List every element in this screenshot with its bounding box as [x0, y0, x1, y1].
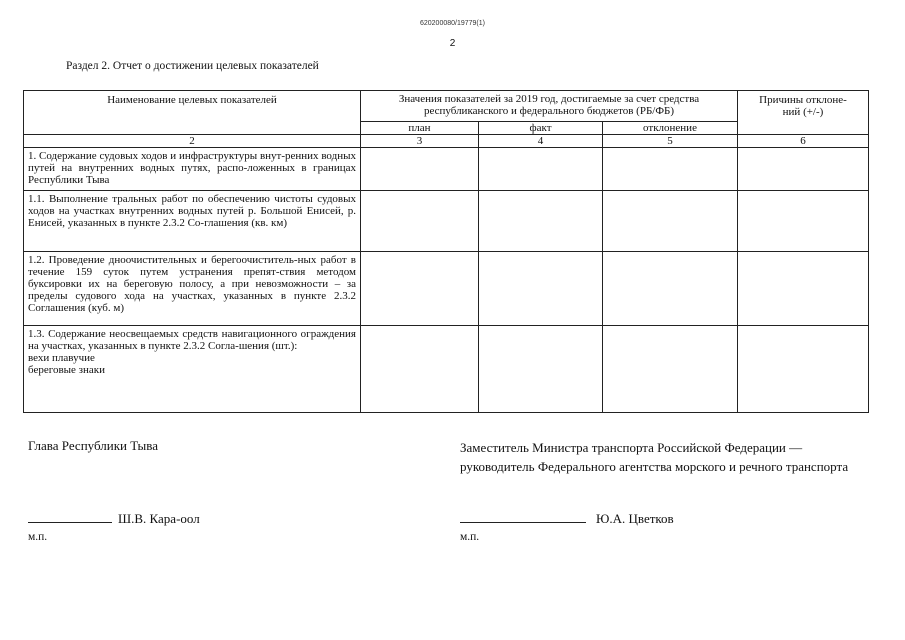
column-number: 4: [479, 135, 603, 148]
reason-cell: [738, 191, 869, 252]
fact-cell: [479, 148, 603, 191]
table-row: [24, 191, 869, 252]
page-number: 2: [449, 38, 456, 49]
deviation-cell: [603, 326, 738, 413]
column-number: 3: [361, 135, 479, 148]
left-signature-block: [28, 510, 200, 527]
header-row: [24, 91, 869, 122]
reason-cell: [738, 252, 869, 326]
plan-cell: [361, 148, 479, 191]
plan-cell: [361, 191, 479, 252]
table-row: [24, 148, 869, 191]
column-number: 6: [738, 135, 869, 148]
indicator-subitem: береговые знаки: [28, 364, 106, 376]
right-stamp-place: м.п.: [460, 531, 480, 543]
table-row: [24, 326, 869, 413]
document-id: 620200080/19779(1): [419, 20, 485, 27]
subheader-deviation: отклонение: [603, 122, 738, 135]
indicator-text: 1.2. Проведение дноочистительных и берегоочиститель-ных работ в течение 159 суток путем устранения препят-ствия методом буксировки их на береговую полосу, а при невозможности – за пределы судового хода на участках, указанных в пункте 2.3.2 Соглашения (куб. м): [24, 252, 361, 326]
fact-cell: [479, 191, 603, 252]
indicator-subitem: вехи плавучие: [28, 352, 95, 364]
subheader-plan: план: [361, 122, 479, 135]
signature-line: [460, 510, 586, 523]
section-title: Раздел 2. Отчет о достижении целевых показателей: [66, 60, 319, 72]
deviation-cell: [603, 252, 738, 326]
subheader-fact: факт: [479, 122, 603, 135]
indicator-text: 1. Содержание судовых ходов и инфраструктуры внут-ренних водных путей на внутренних водных путях, распо-ложенных в границах Республики Тыва: [24, 148, 361, 191]
left-signatory-title: Глава Республики Тыва: [28, 438, 159, 453]
left-stamp-place: м.п.: [28, 531, 48, 543]
plan-cell: [361, 326, 479, 413]
signature-line: [28, 510, 112, 523]
fact-cell: [479, 252, 603, 326]
right-signatory-name: Ю.А. Цветков: [596, 511, 674, 526]
header-indicator-name: Наименование целевых показателей: [24, 91, 361, 135]
indicator-text: 1.3. Содержание неосвещаемых средств навигационного ограждения на участках, указанных в пункте 2.3.2 Согла-шения (шт.):: [28, 328, 356, 352]
reason-cell: [738, 148, 869, 191]
header-values: Значения показателей за 2019 год, достигаемые за счет средства республиканского и федерального бюджетов (РБ/ФБ): [361, 91, 738, 122]
plan-cell: [361, 252, 479, 326]
targets-report-table: [23, 90, 869, 413]
left-signatory-name: Ш.В. Кара-оол: [118, 511, 200, 526]
column-number: 2: [24, 135, 361, 148]
right-signatory-title: Заместитель Министра транспорта Российской Федерации — руководитель Федерального агентства морского и речного транспорта: [460, 440, 849, 474]
header-reasons: Причины отклоне-ний (+/-): [738, 91, 869, 135]
indicator-text: 1.1. Выполнение тральных работ по обеспечению чистоты судовых ходов на участках внутренних водных путей р. Большой Енисей, р. Енисей, указанных в пункте 2.3.2 Со-глашения (кв. км): [24, 191, 361, 252]
indicator-cell: [24, 326, 361, 413]
table-row: [24, 252, 869, 326]
fact-cell: [479, 326, 603, 413]
column-number-row: [24, 135, 869, 148]
deviation-cell: [603, 191, 738, 252]
reason-cell: [738, 326, 869, 413]
column-number: 5: [603, 135, 738, 148]
deviation-cell: [603, 148, 738, 191]
right-signature-block: [460, 510, 674, 527]
